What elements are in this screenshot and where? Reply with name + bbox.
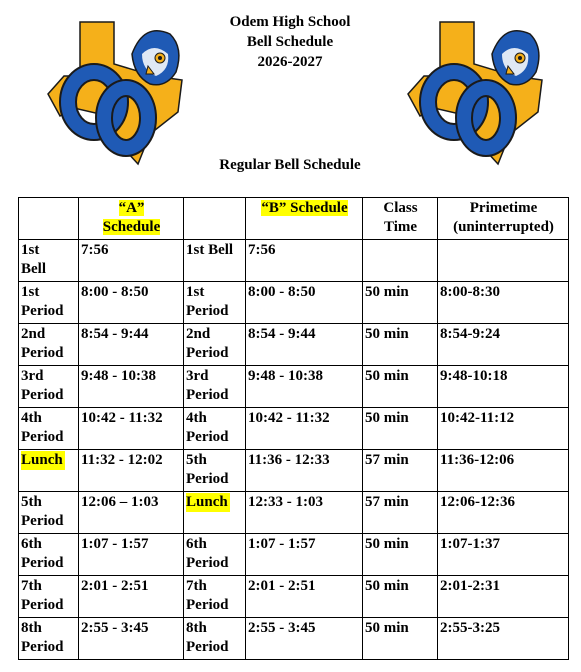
a-period-cell: 3rd Period: [19, 366, 79, 408]
table-row: [19, 240, 569, 282]
class-time-cell: 50 min: [363, 366, 438, 408]
a-time-cell: 7:56: [79, 240, 184, 282]
b-period-cell: 6th Period: [184, 534, 246, 576]
class-time-cell: 50 min: [363, 618, 438, 660]
document-header: [195, 12, 385, 72]
a-period-cell: 8th Period: [19, 618, 79, 660]
primetime-cell: 12:06-12:36: [438, 492, 569, 534]
header-blank-b: [184, 198, 246, 240]
class-time-cell: 50 min: [363, 408, 438, 450]
lunch-label: Lunch: [186, 494, 228, 510]
b-period-cell: 3rd Period: [184, 366, 246, 408]
a-time-cell: 2:01 - 2:51: [79, 576, 184, 618]
table-row: [19, 618, 569, 660]
bell-schedule-table: [18, 197, 569, 660]
a-period-cell: 6th Period: [19, 534, 79, 576]
b-time-cell: 8:00 - 8:50: [246, 282, 363, 324]
header-b-schedule: “B” Schedule: [246, 198, 363, 240]
lunch-label: Lunch: [21, 452, 63, 468]
b-time-cell: 12:33 - 1:03: [246, 492, 363, 534]
table-header-row: [19, 198, 569, 240]
header-a-schedule: “A” Schedule: [79, 198, 184, 240]
a-period-cell: [19, 450, 79, 492]
primetime-cell: 1:07-1:37: [438, 534, 569, 576]
b-period-cell: 2nd Period: [184, 324, 246, 366]
primetime-cell: 9:48-10:18: [438, 366, 569, 408]
a-time-cell: 10:42 - 11:32: [79, 408, 184, 450]
school-year: 2026-2027: [257, 54, 323, 70]
b-time-cell: 10:42 - 11:32: [246, 408, 363, 450]
a-period-cell: 5th Period: [19, 492, 79, 534]
class-time-cell: [363, 240, 438, 282]
a-period-cell: 1st Period: [19, 282, 79, 324]
header-blank-a: [19, 198, 79, 240]
a-time-cell: 11:32 - 12:02: [79, 450, 184, 492]
b-period-cell: 4th Period: [184, 408, 246, 450]
school-logo-right: [402, 14, 552, 166]
school-logo-left: [42, 14, 192, 166]
b-time-cell: 8:54 - 9:44: [246, 324, 363, 366]
b-time-cell: 11:36 - 12:33: [246, 450, 363, 492]
table-row: [19, 324, 569, 366]
b-period-cell: 1st Period: [184, 282, 246, 324]
primetime-cell: 10:42-11:12: [438, 408, 569, 450]
table-row: [19, 282, 569, 324]
table-row: [19, 492, 569, 534]
primetime-cell: 11:36-12:06: [438, 450, 569, 492]
header-primetime: Primetime (uninterrupted): [438, 198, 569, 240]
primetime-cell: 2:55-3:25: [438, 618, 569, 660]
primetime-cell: 8:00-8:30: [438, 282, 569, 324]
class-time-cell: 57 min: [363, 450, 438, 492]
a-time-cell: 1:07 - 1:57: [79, 534, 184, 576]
primetime-cell: 8:54-9:24: [438, 324, 569, 366]
class-time-cell: 57 min: [363, 492, 438, 534]
b-time-cell: 1:07 - 1:57: [246, 534, 363, 576]
class-time-cell: 50 min: [363, 282, 438, 324]
b-time-cell: 2:01 - 2:51: [246, 576, 363, 618]
class-time-cell: 50 min: [363, 534, 438, 576]
a-period-cell: 7th Period: [19, 576, 79, 618]
a-time-cell: 12:06 – 1:03: [79, 492, 184, 534]
document-title: Bell Schedule: [246, 34, 334, 50]
class-time-cell: 50 min: [363, 324, 438, 366]
b-time-cell: 7:56: [246, 240, 363, 282]
b-period-cell: [184, 492, 246, 534]
table-row: [19, 576, 569, 618]
b-period-cell: 1st Bell: [184, 240, 246, 282]
primetime-cell: [438, 240, 569, 282]
table-row: [19, 534, 569, 576]
b-period-cell: 5th Period: [184, 450, 246, 492]
table-row: [19, 450, 569, 492]
a-period-cell: 2nd Period: [19, 324, 79, 366]
b-period-cell: 8th Period: [184, 618, 246, 660]
a-time-cell: 8:00 - 8:50: [79, 282, 184, 324]
b-time-cell: 9:48 - 10:38: [246, 366, 363, 408]
a-time-cell: 2:55 - 3:45: [79, 618, 184, 660]
school-name: Odem High School: [229, 14, 351, 30]
a-time-cell: 8:54 - 9:44: [79, 324, 184, 366]
table-row: [19, 408, 569, 450]
b-period-cell: 7th Period: [184, 576, 246, 618]
schedule-subtitle: Regular Bell Schedule: [219, 157, 361, 173]
a-period-cell: 1st Bell: [19, 240, 79, 282]
header-class-time: Class Time: [363, 198, 438, 240]
table-row: [19, 366, 569, 408]
primetime-cell: 2:01-2:31: [438, 576, 569, 618]
class-time-cell: 50 min: [363, 576, 438, 618]
a-period-cell: 4th Period: [19, 408, 79, 450]
a-time-cell: 9:48 - 10:38: [79, 366, 184, 408]
b-time-cell: 2:55 - 3:45: [246, 618, 363, 660]
